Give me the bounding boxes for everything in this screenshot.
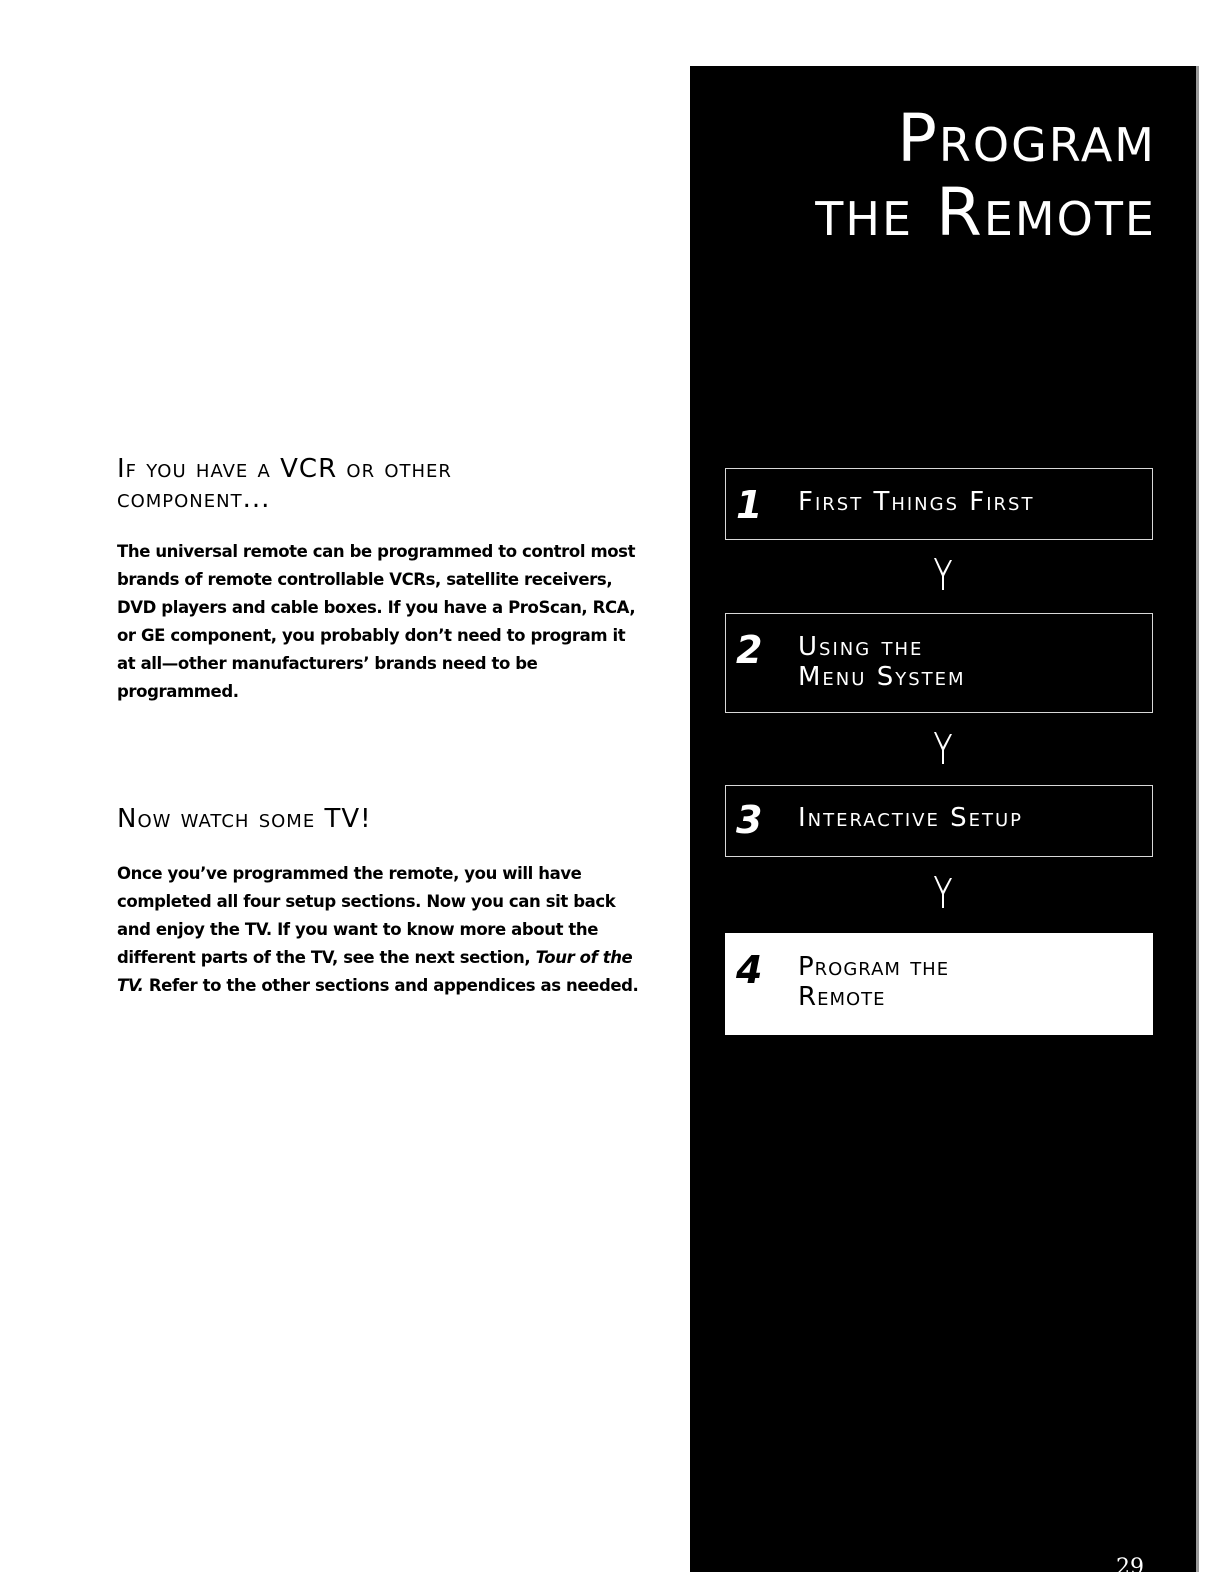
tv-body-text: Once you’ve programmed the remote, you will have completed all four setup sections. Now you can sit back and enjoy the TV. If you want to know more about the different parts of the TV, see the next section, — [117, 864, 616, 967]
down-arrow-icon — [928, 554, 958, 594]
panel-edge — [1196, 66, 1199, 1572]
panel-title-line2: the Remote — [815, 174, 1156, 251]
step-label-line: First Things First — [798, 487, 1035, 517]
step-interactive-setup — [725, 785, 1153, 857]
step-label-line: Interactive Setup — [798, 803, 1023, 833]
step-first-things-first — [725, 468, 1153, 540]
step-label — [798, 952, 1138, 1012]
vcr-section-body: The universal remote can be programmed to control most brands of remote controllable VCRs, satellite receivers, DVD players and cable boxes. If you have a ProScan, RCA, or GE component, you probably don’t need to program it at all—other manufacturers’ brands need to be programmed. — [117, 542, 636, 701]
tv-body-text-end: Refer to the other sections and appendices as needed. — [143, 976, 639, 995]
page-number: 29 — [1116, 1555, 1144, 1580]
step-label-line: Program the — [798, 952, 950, 982]
step-number: 4 — [736, 948, 763, 992]
panel-title — [676, 102, 1156, 250]
step-using-the-menu-system — [725, 613, 1153, 713]
down-arrow-icon — [928, 728, 958, 768]
step-number: 2 — [736, 628, 763, 672]
step-label-line: Remote — [798, 982, 886, 1012]
step-number: 3 — [736, 798, 763, 842]
step-program-the-remote-active — [725, 933, 1153, 1035]
tour-of-tv-reference: Tour of the TV. — [117, 948, 633, 995]
section-nav-panel — [690, 66, 1196, 1580]
step-label — [798, 803, 1138, 833]
panel-title-line1: Program — [897, 100, 1156, 177]
down-arrow-icon — [928, 872, 958, 912]
step-label — [798, 632, 1138, 692]
tv-section-heading: Now watch some TV! — [117, 804, 372, 834]
tv-section-body — [117, 860, 647, 1000]
step-label-line: Menu System — [798, 662, 966, 692]
step-label — [798, 487, 1138, 517]
vcr-section-heading: If you have a VCR or other component... — [117, 454, 452, 514]
step-label-line: Using the — [798, 632, 924, 662]
step-number: 1 — [736, 483, 763, 527]
